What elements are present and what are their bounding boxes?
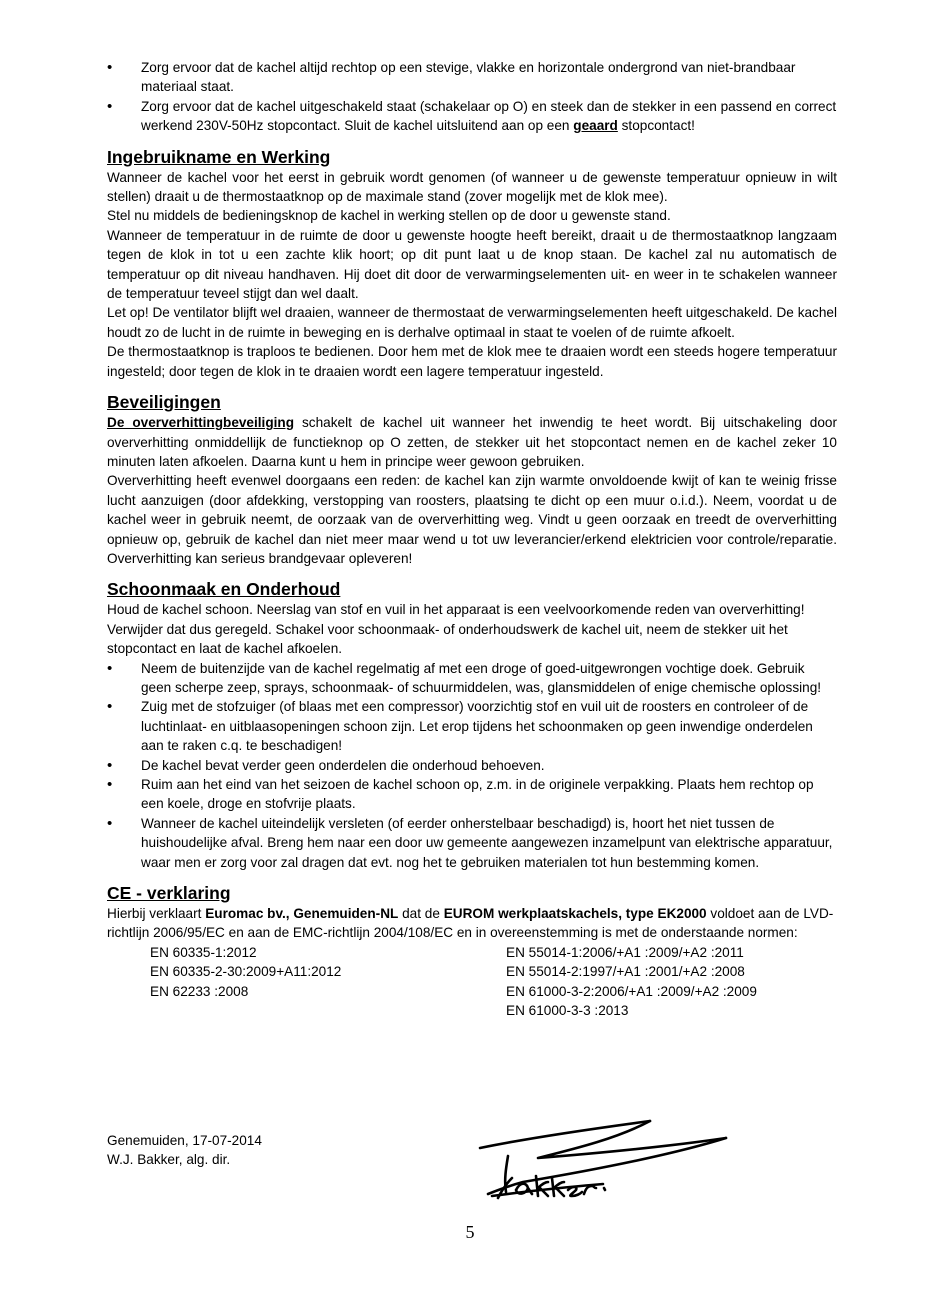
company-name: Euromac bv., Genemuiden-NL [205,906,399,922]
handwritten-signature [468,1116,748,1206]
norms-right-column [506,943,757,1021]
signoff-block [107,1131,262,1170]
place-date: Genemuiden, 17-07-2014 [107,1133,262,1148]
emphasis-geaard: geaard [573,118,618,134]
norm-item: EN 61000-3-3 :2013 [506,1003,629,1019]
paragraph: Wanneer de kachel voor het eerst in gebruik wordt genomen (of wanneer u de gewenste temperatuur opnieuw in wilt stellen) draait u de thermostaatknop op de maximale stand (zover mogelijk met de klok mee). [107,169,837,205]
list-item: • De kachel bevat verder geen onderdelen die onderhoud behoeven. [107,756,837,775]
paragraph: De oververhittingbeveiliging schakelt de kachel uit wanneer het inwendig te heet wordt. Bij uitschakeling door oververhitting onmiddellijk de functieknop op O zetten, de stekker uit het stopcontact nemen en de kachel zeker 10 minuten laten afkoelen. Daarna kunt u hem in principe weer gewoon gebruiken. [107,415,837,469]
list-item: • Ruim aan het eind van het seizoen de kachel schoon op, z.m. in de originele verpakking. Plaats hem rechtop op een koele, droge en stofvrije plaats. [107,775,837,814]
paragraph: Let op! De ventilator blijft wel draaien, wanneer de thermostaat de verwarmingselementen heeft uitgeschakeld. De kachel houdt zo de lucht in de ruimte in beweging en is derhalve optimaal in staat te voelen of de ruimte afkoelt. [107,305,837,340]
paragraph: Houd de kachel schoon. Neerslag van stof en vuil in het apparaat is een veelvoorkomende reden van oververhitting! Verwijder dat dus geregeld. Schakel voor schoonmaak- of onderhoudswerk de kachel uit, neem de stekker uit het stopcontact en laat de kachel afkoelen. [107,602,805,657]
list-item: • Zorg ervoor dat de kachel altijd rechtop op een stevige, vlakke en horizontale ondergrond van niet-brandbaar materiaal staat. [107,58,837,97]
norm-item: EN 61000-3-2:2006/+A1 :2009/+A2 :2009 [506,983,757,999]
norm-item: EN 60335-2-30:2009+A11:2012 [150,964,342,980]
list-item: • Neem de buitenzijde van de kachel regelmatig af met een droge of goed-uitgewrongen vochtige doek. Gebruik geen scherpe zeep, sprays, schoonmaak- of schuurmiddelen, was, glansmiddelen of enige chemische oplossing! [107,659,837,698]
safety-bullet-list [107,58,837,136]
product-name: EUROM werkplaatskachels, type EK2000 [443,906,707,922]
norms-table [107,943,837,1021]
paragraph: De thermostaatknop is traploos te bedienen. Door hem met de klok mee te draaien wordt een steeds hogere temperatuur ingesteld; door tegen de klok in te draaien wordt een lagere temperatuur ingesteld. [107,344,837,379]
page-number: 5 [465,1222,475,1242]
heading-ce-verklaring: CE - verklaring [107,883,231,904]
document-body [107,58,837,1020]
maintenance-bullet-list [107,659,837,872]
paragraph: Stel nu middels de bedieningsknop de kachel in werking stellen op de door u gewenste stand. [107,208,671,224]
heading-schoonmaak: Schoonmaak en Onderhoud [107,579,341,600]
norm-item: EN 62233 :2008 [150,983,249,999]
norms-left-column [107,943,506,1021]
heading-ingebruikname: Ingebruikname en Werking [107,146,331,167]
norm-item: EN 60335-1:2012 [150,944,257,960]
paragraph: Oververhitting heeft evenwel doorgaans een reden: de kachel kan zijn warmte onvoldoende kwijt of kan te weinig frisse lucht aanzuigen (door afdekking, verstopping van roosters, plaatsing te dicht op een muur o.i.d.). Neem, voordat u de kachel weer in gebruik neemt, de oorzaak van de oververhitting weg. Vindt u geen oorzaak en treedt de oververhitting opnieuw op, gebruik de kachel dan niet meer maar wend u tot uw leverancier/erkend elektricien voor controle/reparatie. Oververhitting kan serieus brandgevaar opleveren! [107,473,837,566]
list-item: • Wanneer de kachel uiteindelijk versleten (of eerder onherstelbaar beschadigd) is, hoort het niet tussen de huishoudelijke afval. Breng hem naar een door uw gemeente aangewezen inzamelpunt van elektrische apparatuur, waar men er zorg voor zal dragen dat evt. nog het te gebruiken materialen tot hun bestemming komen. [107,814,837,872]
heading-beveiligingen: Beveiligingen [107,392,221,413]
emphasis-oververhittingbeveiliging: De oververhittingbeveiliging [107,415,295,431]
ce-declaration-text: Hierbij verklaart Euromac bv., Genemuiden-NL dat de EUROM werkplaatskachels, type EK2000 voldoet aan de LVD-richtlijn 2006/95/EC en aan de EMC-richtlijn 2004/108/EC en in overeenstemming is met de onderstaande normen: [107,906,834,941]
norm-item: EN 55014-1:2006/+A1 :2009/+A2 :2011 [506,944,744,960]
paragraph: Wanneer de temperatuur in de ruimte de door u gewenste hoogte heeft bereikt, draait u de thermostaatknop langzaam tegen de klok in tot u een zachte klik hoort; op dit punt laat u de knop staan. De kachel zal nu automatisch de temperatuur op dit niveau handhaven. Hij doet dit door de verwarmingselementen uit- en weer in te schakelen wanneer de temperatuur teveel stijgt dan wel daalt. [107,227,837,302]
signatory-name: W.J. Bakker, alg. dir. [107,1152,231,1168]
norm-item: EN 55014-2:1997/+A1 :2001/+A2 :2008 [506,964,745,980]
list-item: • Zorg ervoor dat de kachel uitgeschakeld staat (schakelaar op O) en steek dan de stekker in een passend en correct werkend 230V-50Hz stopcontact. Sluit de kachel uitsluitend aan op een geaard stopcontact! [107,97,837,136]
list-item: • Zuig met de stofzuiger (of blaas met een compressor) voorzichtig stof en vuil uit de roosters en controleer of de luchtinlaat- en uitblaasopeningen schoon zijn. Let erop tijdens het schoonmaken op geen inwendige onderdelen aan te raken c.q. te beschadigen! [107,697,837,755]
